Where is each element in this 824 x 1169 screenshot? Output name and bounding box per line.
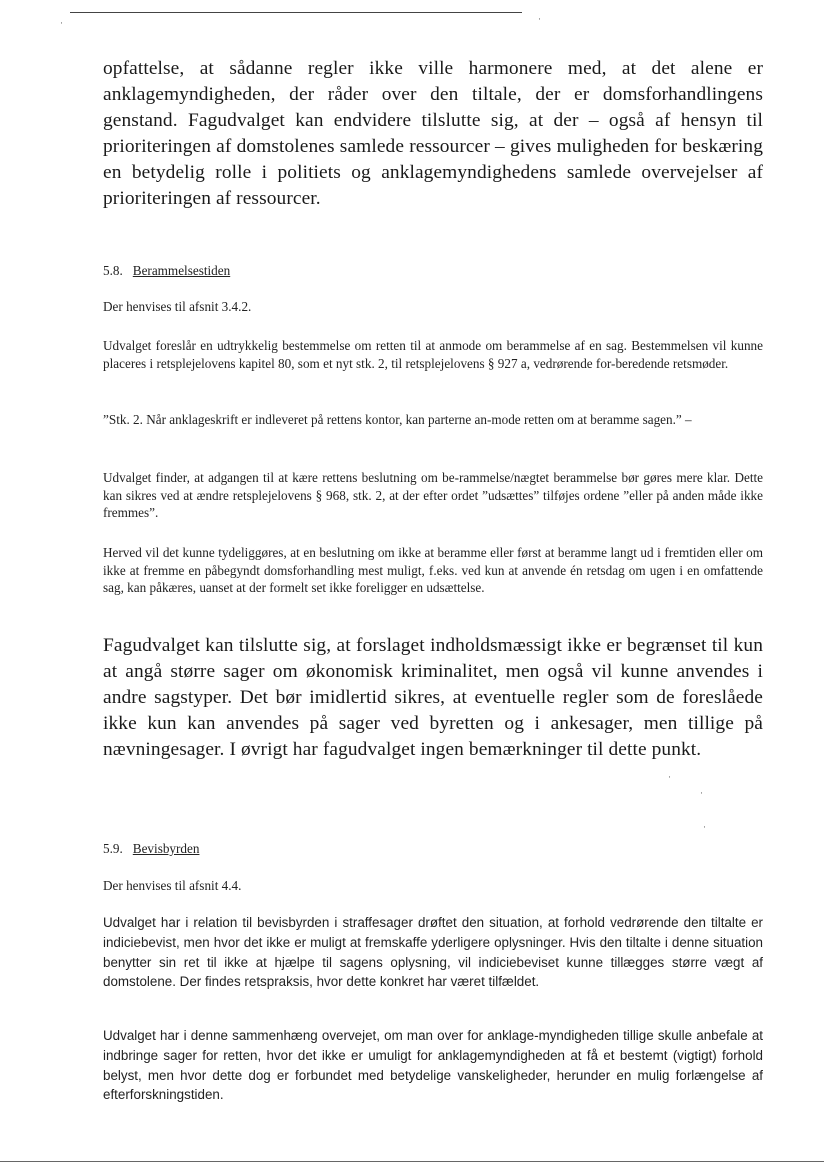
intro-paragraph: opfattelse, at sådanne regler ikke ville harmonere med, at det alene er anklagemyndigheden, der råder over den tiltale, der er domsforhandlingens genstand. Fagudvalget kan endvidere tilslutte sig, at der – også af hensyn til prioriteringen af domstolenes samlede ressourcer – gives muligheden for beskæring en betydelig rolle i politiets og anklagemyndighedens samlede overvejelser af prioriteringen af ressourcer.	[103, 58, 763, 209]
paragraph: Udvalget finder, at adgangen til at kære rettens beslutning om be-rammelse/nægtet berammelse bør gøres mere klar. Dette kan sikres ved at ændre retsplejelovens § 968, stk. 2, at der efter ordet ”udsættes” tilføjes ordene ”eller på anden måde ikke fremmes”.	[103, 470, 763, 521]
section-reference: Der henvises til afsnit 3.4.2.	[103, 299, 252, 314]
paragraph: Herved vil det kunne tydeliggøres, at en beslutning om ikke at beramme eller først at beramme langt ud i fremtiden eller om ikke at fremme en påbegyndt domsforhandling mest muligt, f.eks. ved kun at anvende én retsdag om ugen i en omfattende sag, kan påkæres, uanset at der formelt set ikke foreligger en udsættelse.	[103, 545, 763, 596]
scan-speck: ·	[538, 14, 541, 24]
paragraph: Udvalget foreslår en udtrykkelig bestemmelse om retten til at anmode om berammelse af en sag. Bestemmelsen vil kunne placeres i retsplejelovens kapitel 80, som et nyt stk. 2, til retsplejelovens § 927 a, vedrørende for-beredende retsmøder.	[103, 338, 763, 371]
scan-speck: ·	[703, 822, 706, 832]
section-title: Bevisbyrden	[132, 841, 200, 856]
section-heading-5-9	[103, 840, 199, 858]
scan-speck: ·	[700, 788, 703, 798]
scan-bottom-rule	[0, 1161, 824, 1162]
fagudvalget-paragraph: Fagudvalget kan tilslutte sig, at forslaget indholdsmæssigt ikke er begrænset til kun at angå større sager om økonomisk kriminalitet, men også vil kunne anvendes i andre sagstyper. Det bør imidlertid sikres, at eventuelle regler som de foreslåede ikke kun kan anvendes på sager ved byretten og i ankesager, men tillige på nævningesager. I øvrigt har fagudvalget ingen bemærkninger til dette punkt.	[103, 635, 763, 760]
section-reference: Der henvises til afsnit 4.4.	[103, 878, 242, 893]
paragraph: Udvalget har i relation til bevisbyrden i straffesager drøftet den situation, at forhold vedrørende den tiltalte er indiciebevist, men hvor det ikke er muligt at fremskaffe yderligere oplysninger. Hvis den tiltalte i denne situation benytter sin ret til ikke at hjælpe til sagens oplysning, vil indiciebeviset kunne tillægges større vægt af domstolene. Der findes retspraksis, hvor dette konkret har været tilfældet.	[103, 915, 763, 990]
scan-top-rule	[70, 12, 522, 13]
section-number: 5.8.	[103, 263, 123, 278]
scan-speck: ·	[60, 18, 63, 28]
section-heading-5-8	[103, 262, 230, 280]
scan-speck: ·	[668, 772, 671, 782]
section-title: Berammelsestiden	[132, 263, 231, 278]
section-number: 5.9.	[103, 841, 123, 856]
quoted-provision: ”Stk. 2. Når anklageskrift er indleveret på rettens kontor, kan parterne an-mode retten om at beramme sagen.” –	[103, 412, 692, 427]
paragraph: Udvalget har i denne sammenhæng overvejet, om man over for anklage-myndigheden tillige skulle anbefale at indbringe sager for retten, hvor det ikke er umuligt for anklagemyndigheden at få et bestemt (vigtigt) forhold belyst, men hvor dette dog er forbundet med betydelige vanskeligheder, herunder en mulig forlængelse af efterforskningstiden.	[103, 1028, 763, 1103]
